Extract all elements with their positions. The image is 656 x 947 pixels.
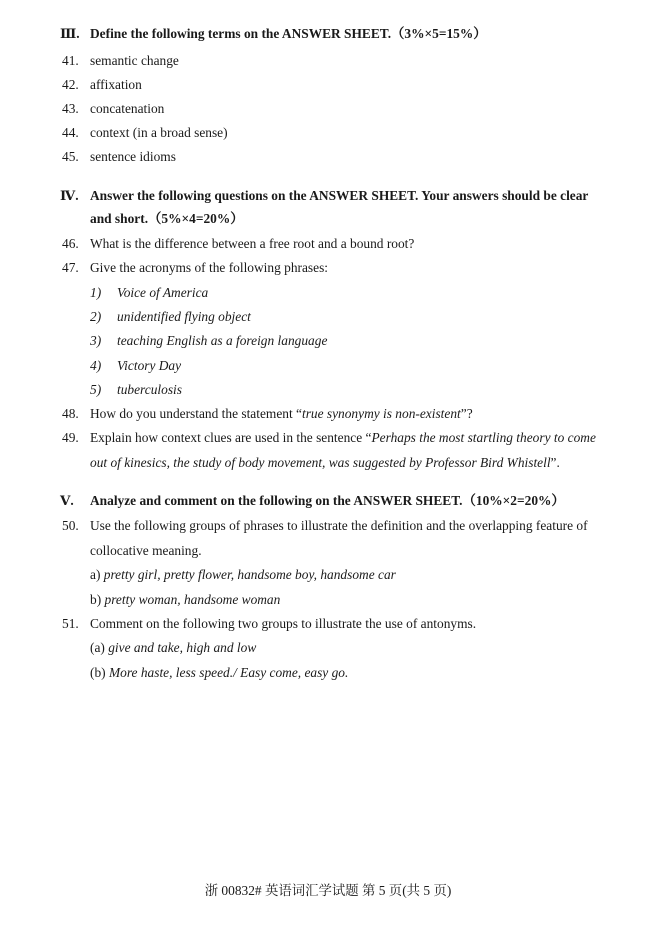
question-text: concatenation	[90, 101, 165, 116]
question-number: 43.	[62, 101, 79, 116]
question-text	[90, 406, 473, 422]
option-label: a)	[90, 567, 101, 582]
question-text: sentence idioms	[90, 149, 176, 164]
question-number: 50.	[62, 518, 79, 533]
text-italic: out of kinesics, the study of body movement, was suggested by Professor Bird Whistell	[90, 455, 551, 470]
question-text: Give the acronyms of the following phrases:	[90, 260, 328, 275]
text-italic: Perhaps the most startling theory to come	[371, 430, 596, 445]
question-number: 46.	[62, 236, 79, 251]
question-text: Comment on the following two groups to illustrate the use of antonyms.	[90, 616, 477, 631]
question-text: What is the difference between a free root and a bound root?	[90, 236, 415, 251]
question-number: 45.	[62, 149, 79, 164]
subitem-text: Voice of America	[117, 285, 209, 300]
option-text: More haste, less speed./ Easy come, easy go.	[108, 665, 349, 680]
option-a	[90, 640, 256, 656]
subitem-number: 3)	[90, 333, 102, 348]
question-text: context (in a broad sense)	[90, 125, 228, 140]
section-title: Define the following terms on the ANSWER SHEET.（3%×5=15%）	[90, 26, 487, 41]
question-text: collocative meaning.	[90, 543, 202, 558]
option-b	[90, 592, 280, 608]
subitem-number: 5)	[90, 382, 102, 397]
option-text: pretty woman, handsome woman	[104, 592, 281, 607]
subitem-number: 1)	[90, 285, 102, 300]
option-a	[90, 567, 396, 583]
question-text: Use the following groups of phrases to illustrate the definition and the overlapping feature of	[90, 518, 588, 533]
section-title-line2: and short.（5%×4=20%）	[90, 211, 244, 226]
question-number: 49.	[62, 430, 79, 445]
text-plain: ”.	[550, 455, 560, 470]
subitem-text: unidentified flying object	[117, 309, 251, 324]
question-number: 51.	[62, 616, 79, 631]
option-label: (b)	[90, 665, 106, 680]
option-text: pretty girl, pretty flower, handsome boy, handsome car	[103, 567, 396, 582]
question-number: 48.	[62, 406, 79, 421]
option-text: give and take, high and low	[108, 640, 257, 655]
subitem-text: teaching English as a foreign language	[117, 333, 328, 348]
subitem-text: tuberculosis	[117, 382, 182, 397]
question-text	[90, 455, 560, 471]
subitem-number: 4)	[90, 358, 102, 373]
subitem-text: Victory Day	[117, 358, 182, 373]
section-numeral: Ⅲ.	[60, 26, 80, 41]
text-plain: Explain how context clues are used in the sentence “	[90, 430, 372, 445]
section-numeral: Ⅳ.	[60, 188, 79, 203]
question-number: 42.	[62, 77, 79, 92]
section-title-line1: Answer the following questions on the ANSWER SHEET. Your answers should be clear	[90, 188, 589, 203]
option-label: b)	[90, 592, 102, 607]
section-title: Analyze and comment on the following on the ANSWER SHEET.（10%×2=20%）	[90, 493, 565, 508]
question-number: 47.	[62, 260, 79, 275]
text-plain: ”?	[460, 406, 473, 421]
question-text: semantic change	[90, 53, 179, 68]
question-number: 44.	[62, 125, 79, 140]
section-numeral: Ⅴ.	[60, 493, 74, 508]
question-text	[90, 430, 596, 446]
page-footer: 浙 00832# 英语词汇学试题 第 5 页(共 5 页)	[204, 883, 452, 898]
text-italic: true synonymy is non-existent	[301, 406, 461, 421]
subitem-number: 2)	[90, 309, 102, 324]
question-text: affixation	[90, 77, 142, 92]
text-plain: How do you understand the statement “	[90, 406, 302, 421]
option-b	[90, 665, 348, 681]
question-number: 41.	[62, 53, 79, 68]
option-label: (a)	[90, 640, 105, 655]
